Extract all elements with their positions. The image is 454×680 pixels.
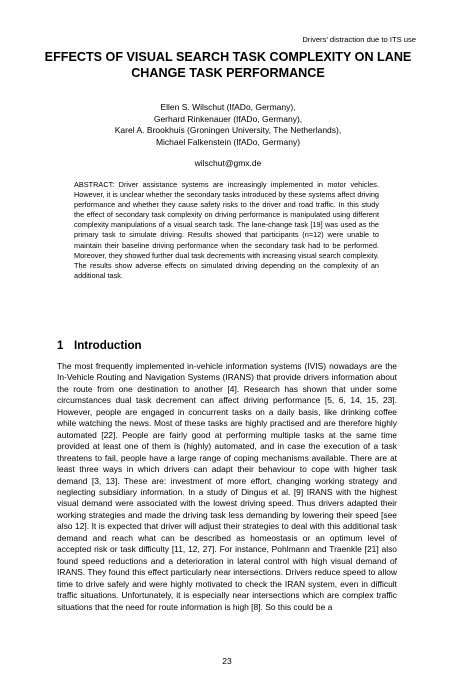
author-line: Michael Falkenstein (IfADo, Germany): [155, 136, 301, 147]
section-heading: [57, 339, 142, 352]
section-title: Introduction: [74, 339, 142, 352]
running-header: Drivers’ distraction due to ITS use: [302, 35, 416, 44]
abstract: ABSTRACT: Driver assistance systems are increasingly implemented in motor vehicles. However, it is unclear whether the secondary tasks introduced by these systems affect driving performance and whether they cause safety risks to the driver and road traffic. In this study the effect of secondary task complexity on driving performance is manipulated using different complexity manipulations of a visual search task. The lane-change task [19] was used as the primary task to simulate driving. Results showed that participants (n=12) were unable to maintain their baseline driving performance when the secondary task had to be performed. Moreover, they showed further dual task decrements with increasing visual search complexity. The results show adverse effects on simulated driving depending on the complexity of an additional task.: [74, 180, 379, 280]
page-number: 23: [222, 656, 232, 666]
paper-title: EFFECTS OF VISUAL SEARCH TASK COMPLEXITY ON LANE CHANGE TASK PERFORMANCE: [44, 50, 412, 80]
body-paragraph: The most frequently implemented in-vehicle information systems (IVIS) nowadays are the In-Vehicle Routing and Navigation Systems (IRANS) that provide drivers information about the route from one destination to another [4]. Research has shown that under some circumstances dual task decrement can affect driving performance [5, 6, 14, 15, 23]. However, people are engaged in concurrent tasks on a daily basis, like drinking coffee while watching the news. Most of these tasks are highly practised and are therefore highly automated [22]. People are fairly good at performing multiple tasks at the same time provided at least one of them is (highly) automated, and in case the execution of a task threatens to fail, people have a large range of coping mechanisms available. There are at least three ways in which drivers can adapt their behaviour to cope with higher task demand [3, 13]. These are: investment of more effort, changing working strategy and neglecting subsidiary information. In a study of Dingus et al. [9] IRANS with the highest visual demand were associated with the lowest driving speed. Thus drivers adapted their working strategies and made the driving task less demanding by lowering their speed [see also 12]. It is expected that driver will adjust their strategies to deal with this additional task demand and reach what can be described as homeostasis or an optimum level of accepted risk or task difficulty [11, 12, 27]. For instance, Pohlmann and Traenkle [21] also found speed reductions and a deterioration in lateral control with high visual demand of IRANS. They found this effect particularly near intersections. Drivers reduce speed to allow time to drive safely and were highly motivated to check the IRAN system, even in difficult traffic situations. Unfortunately, it is especially near intersections which are complex traffic situations that the need for route information is high [8]. So this could be a: [57, 361, 397, 612]
contact-email: wilschut@gmx.de: [194, 158, 262, 168]
author-line: Ellen S. Wilschut (IfADo, Germany),: [160, 102, 296, 112]
section-number: 1: [57, 339, 64, 352]
author-line: Gerhard Rinkenauer (IfADo, Germany),: [153, 113, 303, 124]
author-line: Karel A. Brookhuis (Groningen University, The Netherlands),: [114, 125, 342, 135]
author-list: [40, 102, 416, 148]
